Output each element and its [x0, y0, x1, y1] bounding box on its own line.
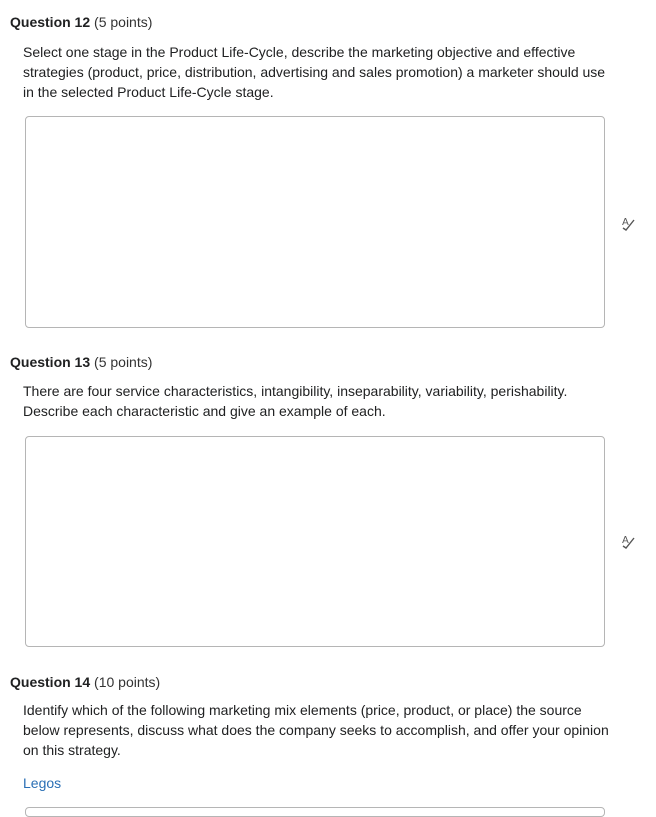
- question-12-answer-box[interactable]: [25, 116, 605, 328]
- question-13-answer-box[interactable]: [25, 436, 605, 647]
- question-14-answer-box[interactable]: [25, 807, 605, 817]
- question-points: (5 points): [94, 354, 153, 370]
- question-12-prompt: Select one stage in the Product Life-Cycle, describe the marketing objective and effective strategies (product, price, distribution, advertising and sales promotion) a marketer should use in the selected Product Life-Cycle stage.: [23, 44, 606, 100]
- question-12-title: [10, 14, 152, 30]
- question-14-prompt: Identify which of the following marketing mix elements (price, product, or place) the source below represents, discuss what does the company seeks to accomplish, and offer your opinion on this strategy.: [23, 702, 609, 758]
- question-number: Question 12: [10, 14, 91, 30]
- question-13-prompt: There are four service characteristics, intangibility, inseparability, variability, perishability. Describe each characteristic and give an example of each.: [23, 383, 568, 419]
- question-number: Question 14: [10, 674, 91, 690]
- svg-text:A: A: [622, 217, 629, 228]
- svg-text:A: A: [622, 535, 629, 546]
- legos-link[interactable]: Legos: [23, 775, 62, 791]
- question-number: Question 13: [10, 354, 91, 370]
- question-13-title: [10, 354, 152, 370]
- spellcheck-icon[interactable]: [620, 532, 638, 550]
- question-points: (10 points): [94, 674, 161, 690]
- question-points: (5 points): [94, 14, 153, 30]
- spellcheck-icon[interactable]: [620, 214, 638, 232]
- question-14-title: [10, 674, 160, 690]
